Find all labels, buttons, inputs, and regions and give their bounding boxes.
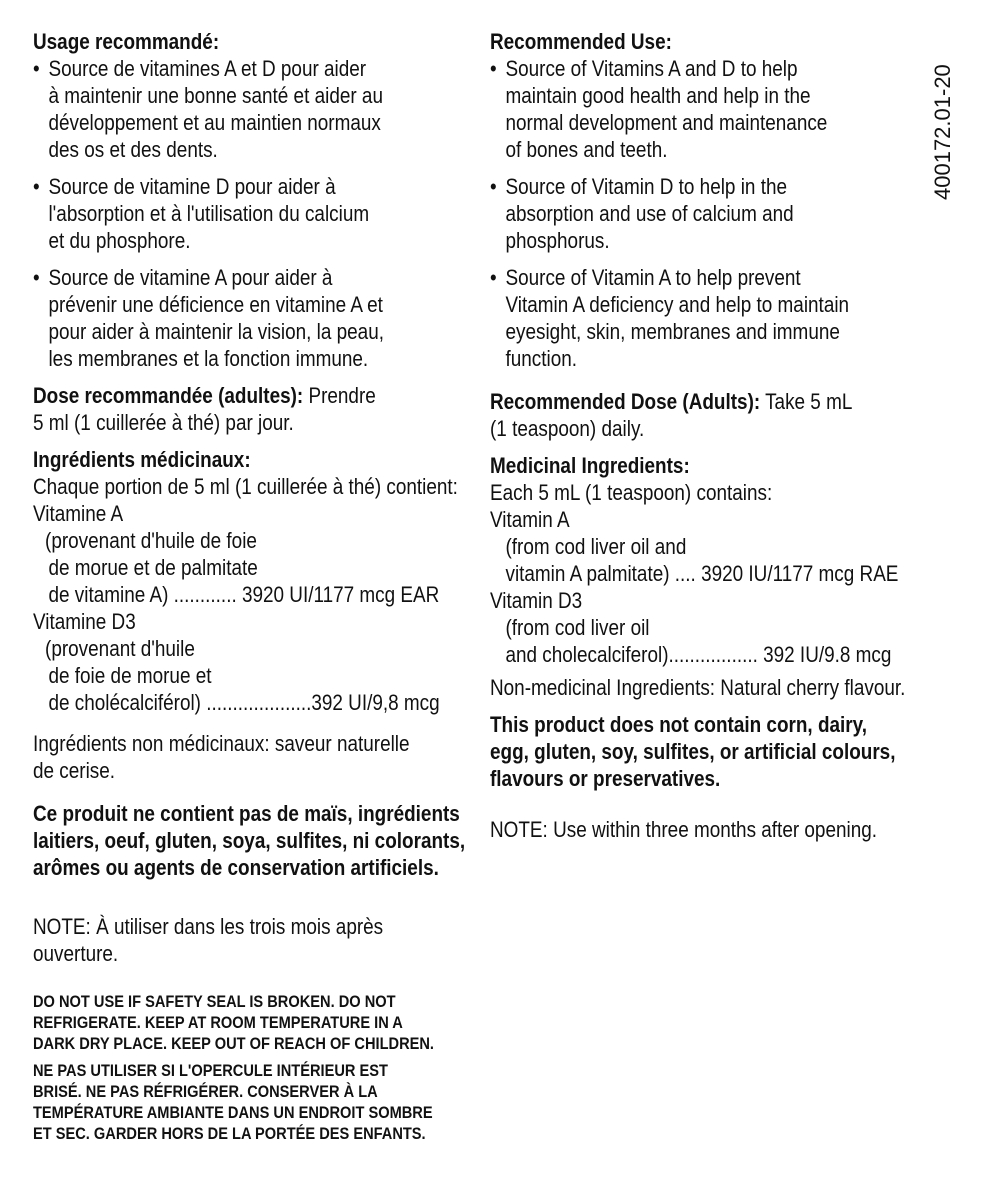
en-usage-bullet-3: • Source of Vitamin A to help prevent Vitamin A deficiency and help to maintain eyesight, skin, membranes and immune function.: [490, 265, 850, 371]
en-free-from: This product does not contain corn, dairy, egg, gluten, soy, sulfites, or artificial colours, flavours or preservatives.: [490, 712, 896, 791]
english-content: [490, 28, 933, 843]
warning-french: NE PAS UTILISER SI L'OPERCULE INTÉRIEUR EST BRISÉ. NE PAS RÉFRIGÉRER. CONSERVER À LA TEMPÉRATURE AMBIANTE DANS UN ENDROIT SOMBRE ET SEC. GARDER HORS DE LA PORTÉE DES ENFANTS.: [33, 1061, 433, 1143]
bullet-icon: •: [33, 265, 40, 290]
fr-usage-bullet-2: • Source de vitamine D pour aider à l'absorption et à l'utilisation du calcium et du phosphore.: [33, 174, 370, 253]
fr-note: NOTE: À utiliser dans les trois mois après ouverture.: [33, 914, 384, 966]
bullet-icon: •: [490, 56, 497, 81]
fr-dose: Dose recommandée (adultes): Prendre 5 ml (1 cuillerée à thé) par jour.: [33, 383, 376, 435]
fr-medicinal: Ingrédients médicinaux: Chaque portion de 5 ml (1 cuillerée à thé) contient: Vitamine A (provenant d'huile de foie de morue et de palmitate de vitamine A) ............ 3920 UI/1177 mcg EAR Vitamine D3 (provenant d'huile de foie de morue et de cholécalciférol) ....................392 UI/9,8 mcg: [33, 447, 458, 715]
en-nonmedicinal: Non-medicinal Ingredients: Natural cherry flavour.: [490, 675, 906, 700]
bullet-icon: •: [33, 56, 40, 81]
en-note: NOTE: Use within three months after opening.: [490, 817, 877, 842]
fr-usage-bullet-3: • Source de vitamine A pour aider à prévenir une déficience en vitamine A et pour aider à maintenir la vision, la peau, les membranes et la fonction immune.: [33, 265, 384, 371]
bullet-icon: •: [490, 174, 497, 199]
fr-usage-bullet-1: • Source de vitamines A et D pour aider à maintenir une bonne santé et aider au développement et au maintien normaux des os et des dents.: [33, 56, 383, 162]
warning-english: DO NOT USE IF SAFETY SEAL IS BROKEN. DO NOT REFRIGERATE. KEEP AT ROOM TEMPERATURE IN A DARK DRY PLACE. KEEP OUT OF REACH OF CHILDREN.: [33, 992, 435, 1053]
french-column: [33, 28, 473, 1144]
bullet-icon: •: [33, 174, 40, 199]
english-column: [490, 28, 930, 853]
bullet-icon: •: [490, 265, 497, 290]
product-code: [930, 30, 960, 200]
en-usage-bullet-2: • Source of Vitamin D to help in the absorption and use of calcium and phosphorus.: [490, 174, 794, 253]
fr-nonmedicinal: Ingrédients non médicinaux: saveur naturelle de cerise.: [33, 731, 410, 783]
french-content: [33, 28, 476, 1144]
product-code-text: 400172.01-20: [930, 64, 955, 200]
en-usage-title: Recommended Use:: [490, 29, 672, 54]
fr-usage-title: Usage recommandé:: [33, 29, 220, 54]
en-usage-bullet-1: • Source of Vitamins A and D to help maintain good health and help in the normal development and maintenance of bones and teeth.: [490, 56, 828, 162]
en-dose: Recommended Dose (Adults): Take 5 mL (1 teaspoon) daily.: [490, 389, 853, 441]
en-medicinal: Medicinal Ingredients: Each 5 mL (1 teaspoon) contains: Vitamin A (from cod liver oil and vitamin A palmitate) .... 3920 IU/1177 mcg RAE Vitamin D3 (from cod liver oil and cholecalciferol)................. 392 IU/9.8 mcg: [490, 453, 899, 667]
fr-free-from: Ce produit ne contient pas de maïs, ingrédients laitiers, oeuf, gluten, soya, sulfites, ni colorants, arômes ou agents de conservation artificiels.: [33, 801, 466, 880]
